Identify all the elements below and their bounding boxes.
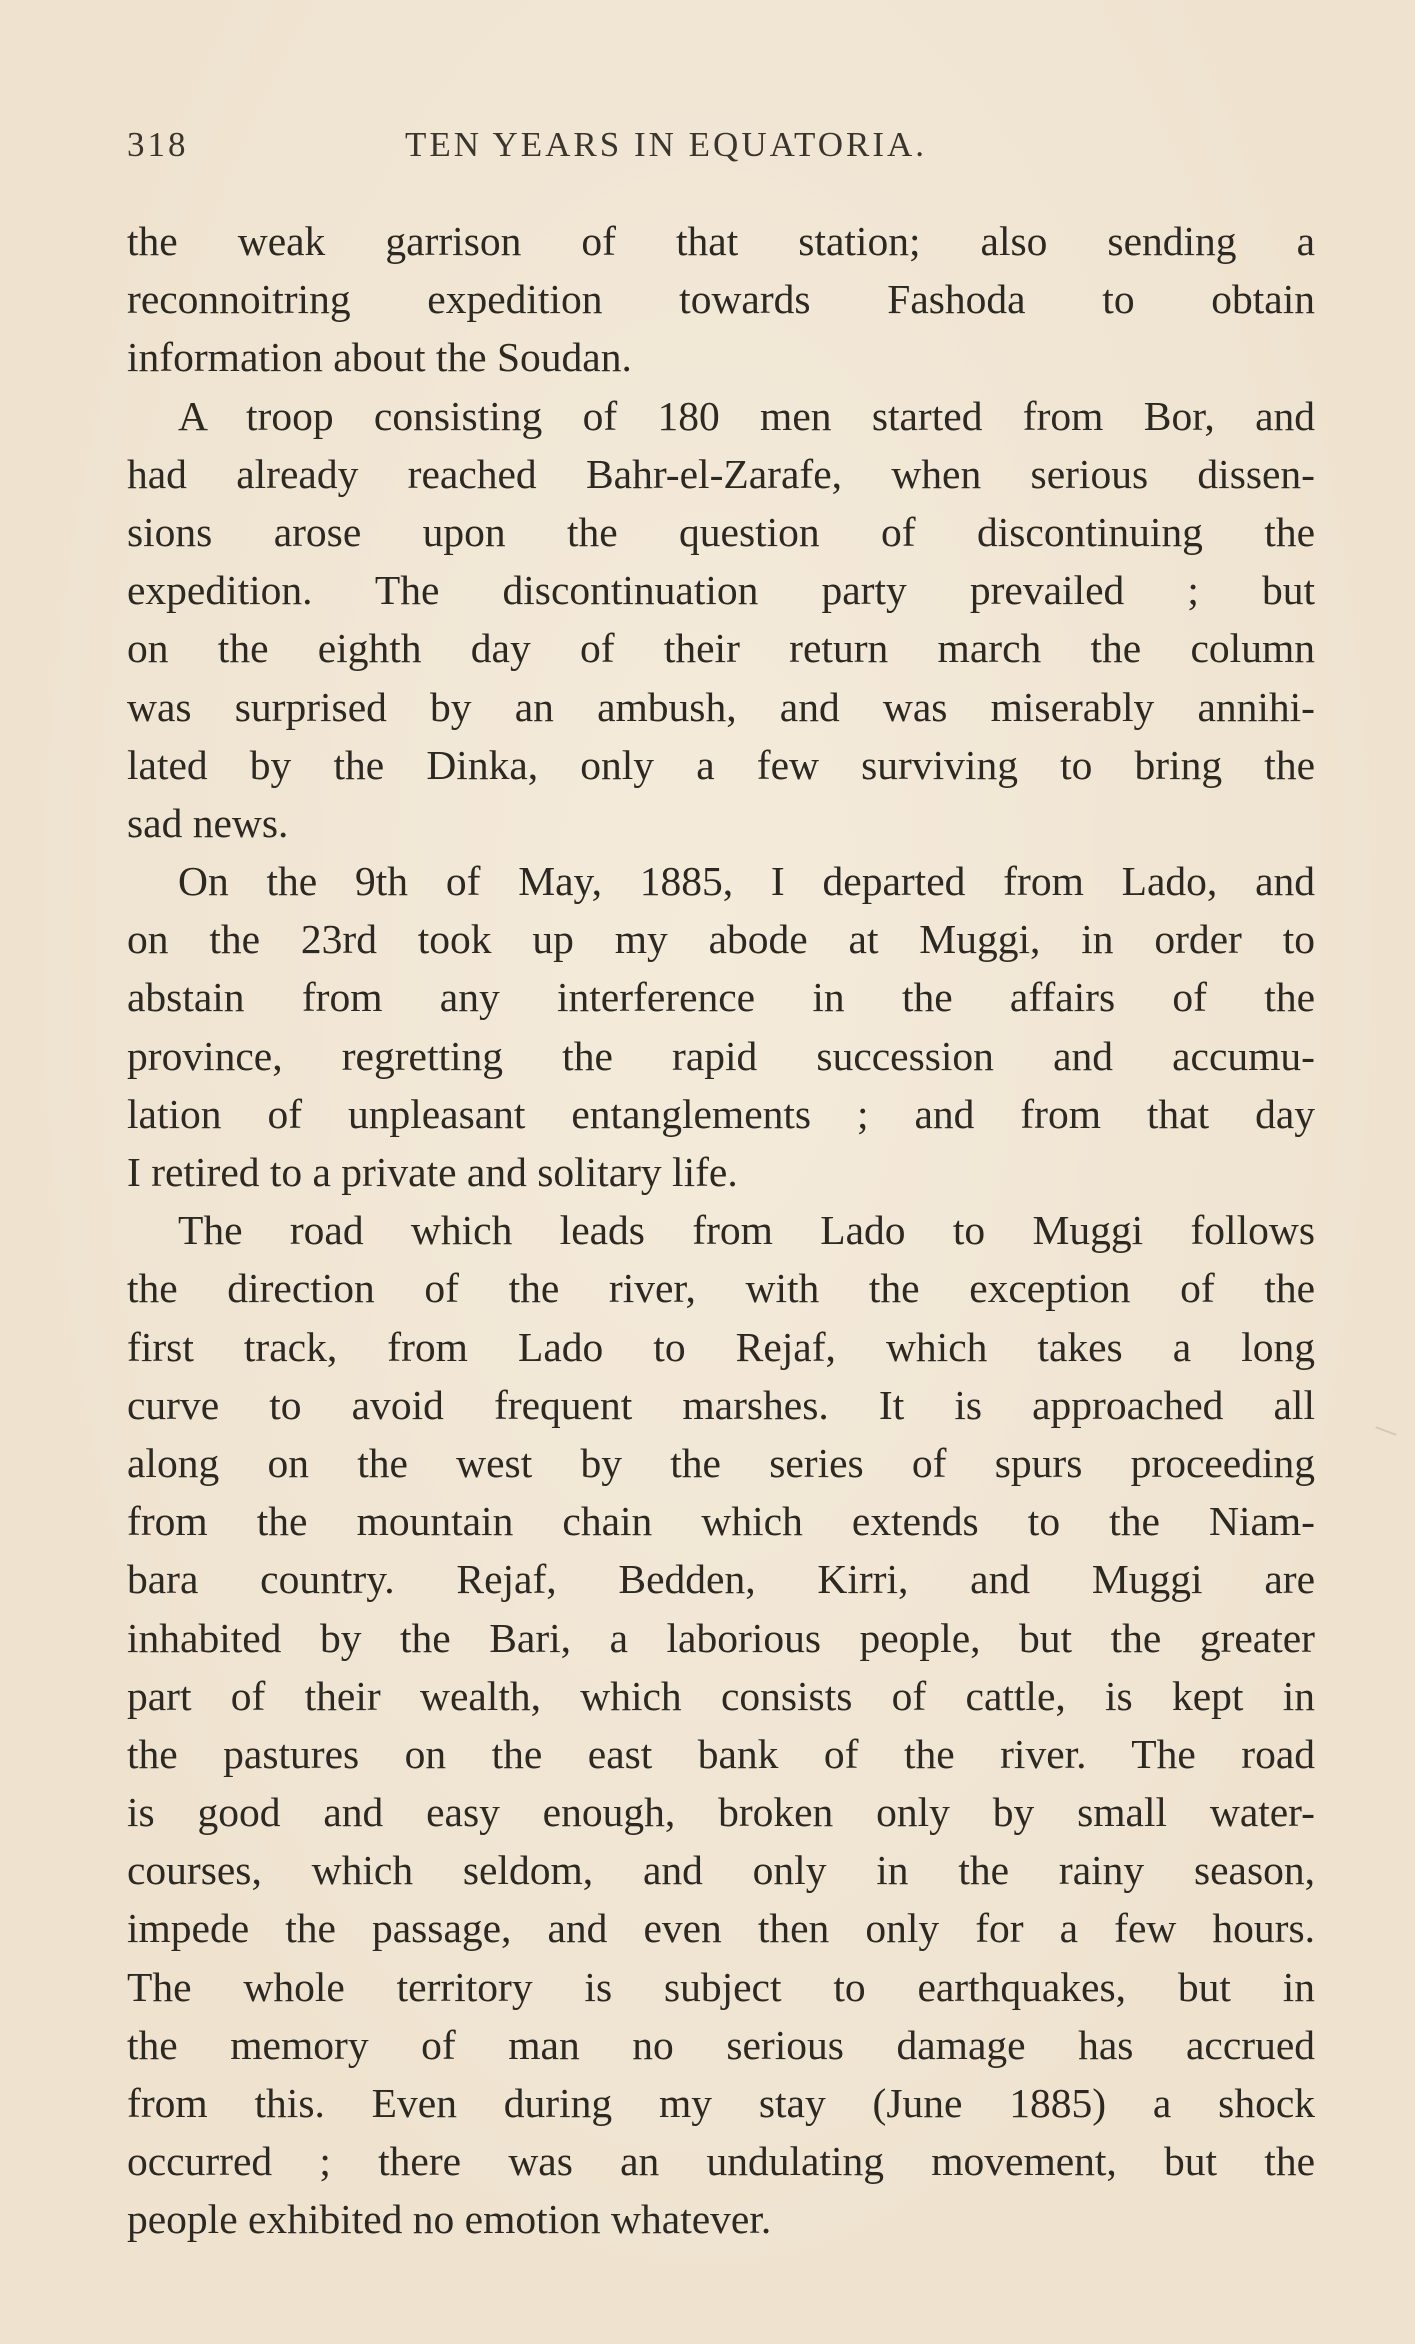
text-line: on the eighth day of their return march the column bbox=[127, 625, 1315, 672]
page-number: 318 bbox=[127, 125, 189, 164]
text-line: A troop consisting of 180 men started from Bor, and bbox=[178, 392, 1315, 439]
text-line: sad news. bbox=[127, 799, 289, 846]
text-line: the direction of the river, with the exception of the bbox=[127, 1265, 1315, 1312]
text-line: is good and easy enough, broken only by small water- bbox=[127, 1789, 1315, 1836]
text-line: On the 9th of May, 1885, I departed from Lado, and bbox=[178, 858, 1315, 905]
text-line: people exhibited no emotion whatever. bbox=[127, 2196, 772, 2243]
text-line: impede the passage, and even then only for a few hours. bbox=[127, 1905, 1315, 1952]
text-line: abstain from any interference in the affairs of the bbox=[127, 974, 1315, 1021]
paper-mark bbox=[1375, 1426, 1396, 1435]
text-line: I retired to a private and solitary life. bbox=[127, 1149, 738, 1195]
text-line: reconnoitring expedition towards Fashoda to obtain bbox=[127, 276, 1315, 323]
text-line: information about the Soudan. bbox=[127, 334, 632, 381]
text-line: from the mountain chain which extends to the Niam- bbox=[127, 1498, 1315, 1545]
text-line: curve to avoid frequent marshes. It is approached all bbox=[127, 1381, 1315, 1428]
body-text bbox=[127, 212, 1315, 2249]
text-line: on the 23rd took up my abode at Muggi, in order to bbox=[127, 916, 1315, 963]
text-line: sions arose upon the question of discontinuing the bbox=[127, 508, 1315, 555]
text-line: had already reached Bahr-el-Zarafe, when serious dissen- bbox=[127, 450, 1315, 497]
running-title: TEN YEARS IN EQUATORIA. bbox=[405, 125, 928, 164]
text-line: the pastures on the east bank of the river. The road bbox=[127, 1730, 1315, 1777]
text-line: courses, which seldom, and only in the rainy season, bbox=[127, 1847, 1315, 1894]
text-line: lated by the Dinka, only a few surviving to bring the bbox=[127, 741, 1315, 788]
text-line: The whole territory is subject to earthquakes, but in bbox=[127, 1963, 1315, 2010]
text-line: the weak garrison of that station; also sending a bbox=[127, 218, 1315, 264]
page-header bbox=[127, 125, 1042, 175]
text-line: from this. Even during my stay (June 1885) a shock bbox=[127, 2080, 1315, 2126]
text-line: expedition. The discontinuation party prevailed ; but bbox=[127, 567, 1315, 614]
text-line: first track, from Lado to Rejaf, which takes a long bbox=[127, 1323, 1315, 1370]
text-line: bara country. Rejaf, Bedden, Kirri, and Muggi are bbox=[127, 1556, 1315, 1603]
text-line: was surprised by an ambush, and was miserably annihi- bbox=[127, 683, 1315, 730]
text-line: lation of unpleasant entanglements ; and from that day bbox=[127, 1090, 1315, 1137]
text-line: part of their wealth, which consists of cattle, is kept in bbox=[127, 1672, 1315, 1719]
text-line: the memory of man no serious damage has accrued bbox=[127, 2021, 1315, 2068]
text-line: occurred ; there was an undulating movement, but the bbox=[127, 2138, 1315, 2185]
text-line: The road which leads from Lado to Muggi follows bbox=[178, 1207, 1315, 1254]
text-line: province, regretting the rapid succession and accumu- bbox=[127, 1032, 1315, 1079]
text-line: inhabited by the Bari, a laborious people, but the greater bbox=[127, 1614, 1315, 1661]
text-line: along on the west by the series of spurs proceeding bbox=[127, 1439, 1315, 1486]
